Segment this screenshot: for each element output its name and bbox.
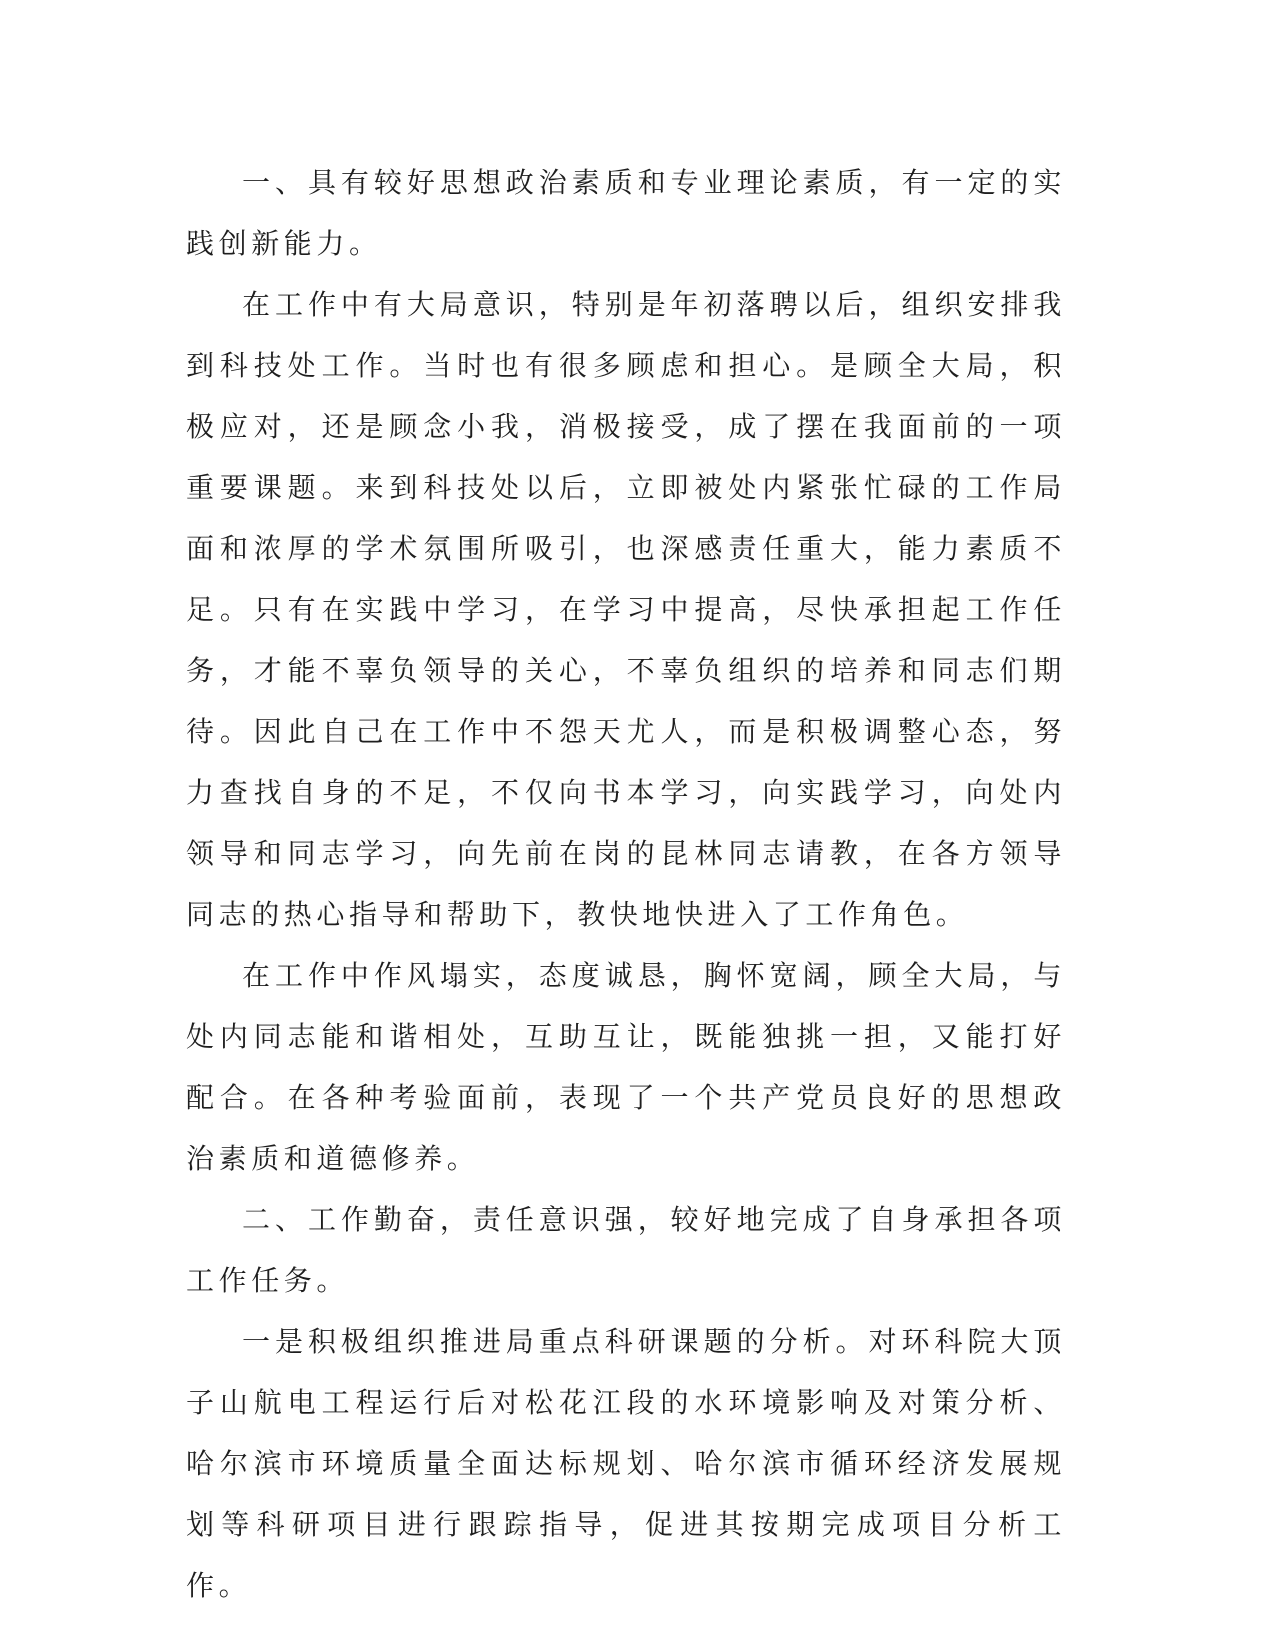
paragraph-section-one-heading: 一、具有较好思想政治素质和专业理论素质，有一定的实践创新能力。 bbox=[186, 166, 1066, 260]
paragraph-overall-awareness: 在工作中有大局意识，特别是年初落聘以后，组织安排我到科技处工作。当时也有很多顾虑和担心。是顾全大局，积极应对，还是顾念小我，消极接受，成了摆在我面前的一项重要课题。来到科技处以后，立即被处内紧张忙碌的工作局面和浓厚的学术氛围所吸引，也深感责任重大，能力素质不足。只有在实践中学习，在学习中提高，尽快承担起工作任务，才能不辜负领导的关心，不辜负组织的培养和同志们期待。因此自己在工作中不怨天尤人，而是积极调整心态，努力查找自身的不足，不仅向书本学习，向实践学习，向处内领导和同志学习，向先前在岗的昆林同志请教，在各方领导同志的热心指导和帮助下，教快地快进入了工作角色。 bbox=[186, 288, 1066, 931]
paragraph-section-two-heading: 二、工作勤奋，责任意识强，较好地完成了自身承担各项工作任务。 bbox=[186, 1203, 1066, 1297]
document-body bbox=[186, 152, 1066, 1616]
paragraph-research-projects: 一是积极组织推进局重点科研课题的分析。对环科院大顶子山航电工程运行后对松花江段的水环境影响及对策分析、哈尔滨市环境质量全面达标规划、哈尔滨市循环经济发展规划等科研项目进行跟踪指导，促进其按期完成项目分析工作。 bbox=[186, 1325, 1066, 1602]
paragraph-work-style: 在工作中作风塌实，态度诚恳，胸怀宽阔，顾全大局，与处内同志能和谐相处，互助互让，既能独挑一担，又能打好配合。在各种考验面前，表现了一个共产党员良好的思想政治素质和道德修养。 bbox=[186, 959, 1066, 1175]
